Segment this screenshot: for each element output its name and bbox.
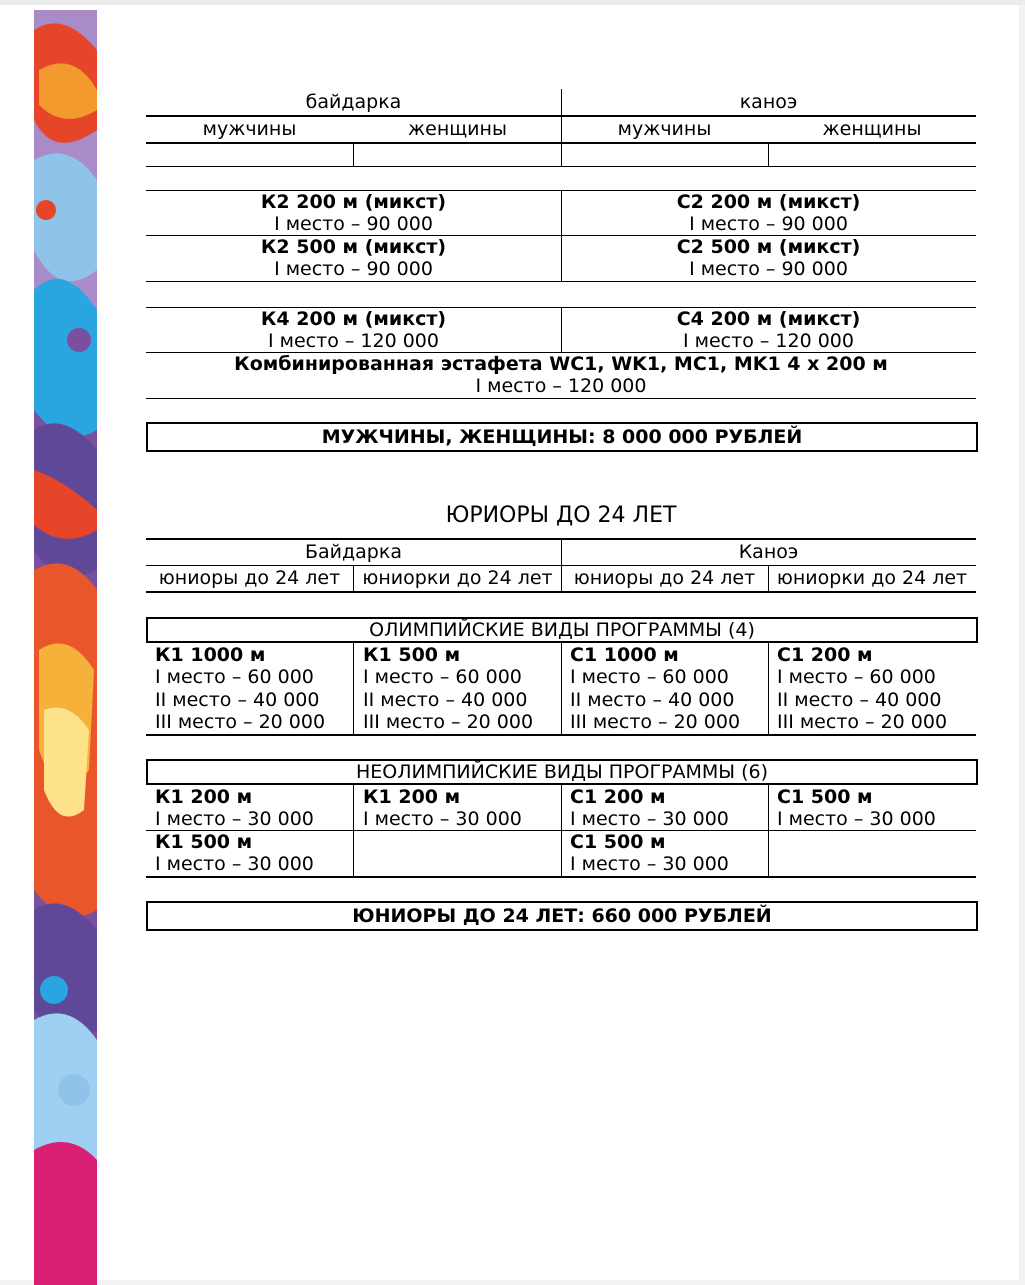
juniors-col-4: юниорки до 24 лет bbox=[776, 567, 968, 589]
olympic-title: ОЛИМПИЙСКИЕ ВИДЫ ПРОГРАММЫ (4) bbox=[146, 617, 978, 643]
header-men-canoe: мужчины bbox=[617, 118, 712, 140]
nonolympic-r2-c1-title: К1 500 м bbox=[155, 831, 253, 853]
rule bbox=[146, 281, 976, 282]
juniors-col-2: юниорки до 24 лет bbox=[362, 567, 553, 589]
decorative-paint-stripe bbox=[34, 10, 97, 1285]
nonolympic-r2-c3-prize: I место – 30 000 bbox=[570, 853, 729, 875]
k4-200-title: К4 200 м (микст) bbox=[260, 308, 447, 330]
k2-500-prize: I место – 90 000 bbox=[274, 258, 433, 280]
k2-200-prize: I место – 90 000 bbox=[274, 213, 433, 235]
nonolympic-r2-c1-prize: I место – 30 000 bbox=[155, 853, 314, 875]
olympic-cell-2-p3: III место – 20 000 bbox=[363, 711, 534, 733]
nonolympic-r1-c3-title: С1 200 м bbox=[570, 786, 666, 808]
seniors-total-banner: МУЖЧИНЫ, ЖЕНЩИНЫ: 8 000 000 РУБЛЕЙ bbox=[146, 422, 978, 452]
olympic-cell-1-p3: III место – 20 000 bbox=[155, 711, 326, 733]
olympic-cell-4-p3: III место – 20 000 bbox=[777, 711, 948, 733]
nonolympic-r1-c4-prize: I место – 30 000 bbox=[777, 808, 936, 830]
olympic-cell-4-p2: II место – 40 000 bbox=[777, 689, 942, 711]
nonolympic-r1-c2-title: К1 200 м bbox=[363, 786, 461, 808]
rule bbox=[146, 876, 976, 878]
relay-title: Комбинированная эстафета WC1, WK1, MC1, MK1 4 х 200 м bbox=[234, 353, 888, 375]
divider bbox=[768, 142, 769, 166]
olympic-cell-3-p1: I место – 60 000 bbox=[570, 666, 729, 688]
divider bbox=[561, 307, 562, 352]
rule bbox=[146, 591, 976, 593]
nonolympic-r2-c3-title: С1 500 м bbox=[570, 831, 666, 853]
c2-200-title: С2 200 м (микст) bbox=[676, 191, 861, 213]
olympic-cell-3-p3: III место – 20 000 bbox=[570, 711, 741, 733]
juniors-header-canoe: Каноэ bbox=[738, 541, 799, 563]
nonolympic-r1-c3-prize: I место – 30 000 bbox=[570, 808, 729, 830]
rule bbox=[146, 166, 976, 167]
document-page bbox=[0, 5, 1019, 1280]
divider bbox=[768, 643, 769, 735]
nonolympic-r1-c4-title: С1 500 м bbox=[777, 786, 873, 808]
divider bbox=[353, 142, 354, 166]
header-women-canoe: женщины bbox=[822, 118, 922, 140]
divider bbox=[768, 565, 769, 592]
c2-500-title: С2 500 м (микст) bbox=[676, 236, 861, 258]
c2-200-prize: I место – 90 000 bbox=[689, 213, 848, 235]
olympic-cell-2-p1: I место – 60 000 bbox=[363, 666, 522, 688]
nonolympic-r1-c1-title: К1 200 м bbox=[155, 786, 253, 808]
juniors-col-1: юниоры до 24 лет bbox=[158, 567, 341, 589]
divider bbox=[561, 89, 562, 117]
header-men-kayak: мужчины bbox=[202, 118, 297, 140]
k2-500-title: К2 500 м (микст) bbox=[260, 236, 447, 258]
k2-200-title: К2 200 м (микст) bbox=[260, 191, 447, 213]
olympic-cell-2-p2: II место – 40 000 bbox=[363, 689, 528, 711]
divider bbox=[353, 565, 354, 592]
olympic-cell-2-title: К1 500 м bbox=[363, 644, 461, 666]
olympic-cell-3-title: С1 1000 м bbox=[570, 644, 679, 666]
divider bbox=[353, 643, 354, 735]
juniors-header-kayak: Байдарка bbox=[305, 541, 402, 563]
divider bbox=[561, 117, 562, 166]
c4-200-prize: I место – 120 000 bbox=[683, 330, 854, 352]
divider bbox=[768, 785, 769, 877]
olympic-cell-3-p2: II место – 40 000 bbox=[570, 689, 735, 711]
header-kayak: байдарка bbox=[305, 91, 402, 113]
divider bbox=[561, 785, 562, 877]
header-canoe: каноэ bbox=[739, 91, 798, 113]
nonolympic-r1-c2-prize: I место – 30 000 bbox=[363, 808, 522, 830]
divider bbox=[353, 785, 354, 877]
olympic-cell-1-p1: I место – 60 000 bbox=[155, 666, 314, 688]
olympic-cell-1-title: К1 1000 м bbox=[155, 644, 266, 666]
juniors-total-banner: ЮНИОРЫ ДО 24 ЛЕТ: 660 000 РУБЛЕЙ bbox=[146, 901, 978, 931]
rule bbox=[146, 734, 976, 736]
olympic-cell-4-p1: I место – 60 000 bbox=[777, 666, 936, 688]
c2-500-prize: I место – 90 000 bbox=[689, 258, 848, 280]
olympic-cell-1-p2: II место – 40 000 bbox=[155, 689, 320, 711]
rule bbox=[146, 398, 976, 399]
k4-200-prize: I место – 120 000 bbox=[268, 330, 439, 352]
olympic-cell-4-title: С1 200 м bbox=[777, 644, 873, 666]
divider bbox=[561, 538, 562, 592]
c4-200-title: С4 200 м (микст) bbox=[676, 308, 861, 330]
nonolympic-r1-c1-prize: I место – 30 000 bbox=[155, 808, 314, 830]
nonolympic-title: НЕОЛИМПИЙСКИЕ ВИДЫ ПРОГРАММЫ (6) bbox=[146, 759, 978, 785]
relay-prize: I место – 120 000 bbox=[475, 375, 647, 397]
juniors-heading: ЮРИОРЫ ДО 24 ЛЕТ bbox=[445, 503, 677, 528]
divider bbox=[561, 190, 562, 281]
divider bbox=[561, 643, 562, 735]
juniors-col-3: юниоры до 24 лет bbox=[573, 567, 756, 589]
header-women-kayak: женщины bbox=[408, 118, 507, 140]
